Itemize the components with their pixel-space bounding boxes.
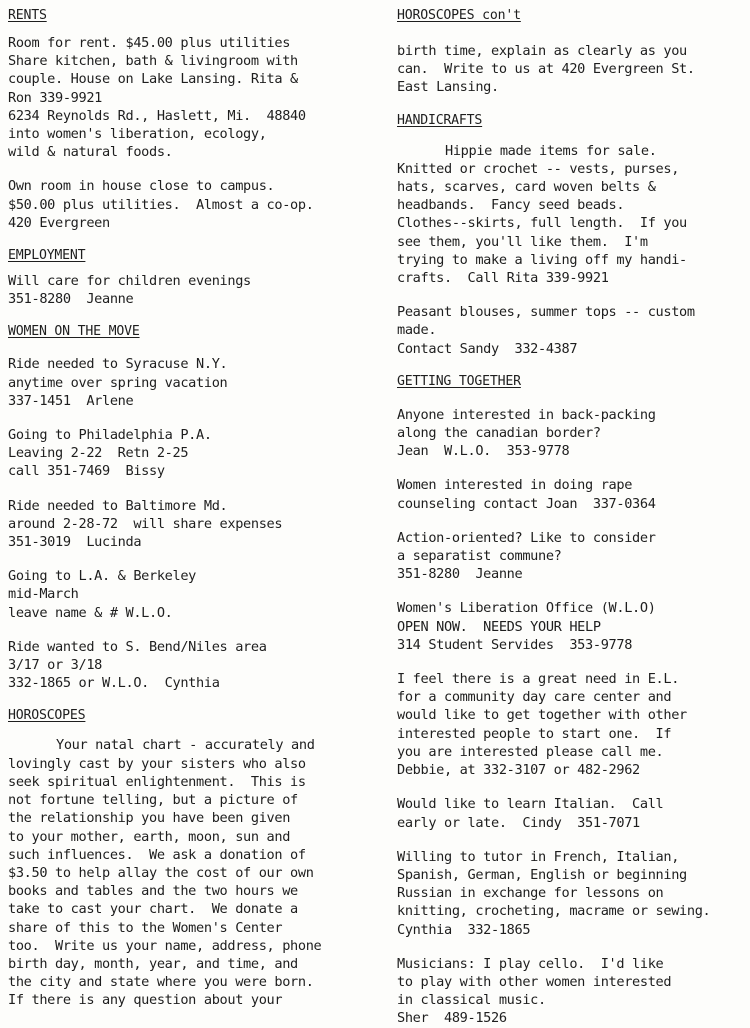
listing bbox=[8, 567, 380, 622]
listing-line: $3.50 to help allay the cost of our own bbox=[8, 864, 314, 881]
listing-line: Ride wanted to S. Bend/Niles area bbox=[8, 638, 267, 655]
listing bbox=[397, 599, 747, 654]
listing-line: such influences. We ask a donation of bbox=[8, 846, 306, 863]
listing-line: 351-8280 Jeanne bbox=[397, 566, 523, 583]
listing-line: to play with other women interested bbox=[397, 973, 672, 990]
listing-line: birth time, explain as clearly as you bbox=[397, 43, 687, 59]
listing-line: Knitted or crochet -- vests, purses, bbox=[397, 160, 680, 177]
listing-line: to your mother, earth, moon, sun and bbox=[8, 828, 291, 845]
listing-line: too. Write us your name, address, phone bbox=[8, 937, 322, 954]
listing-line: leave name & # W.L.O. bbox=[8, 604, 173, 621]
listing-line: East Lansing. bbox=[397, 79, 499, 96]
listing-line: the city and state where you were born. bbox=[8, 974, 314, 991]
listing-line: Debbie, at 332-3107 or 482-2962 bbox=[397, 762, 640, 779]
listing bbox=[8, 34, 380, 161]
listing-line: Peasant blouses, summer tops -- custom bbox=[397, 304, 695, 321]
listing bbox=[397, 303, 747, 358]
listing-line: $50.00 plus utilities. Almost a co-op. bbox=[8, 196, 314, 213]
listing-line: mid-March bbox=[8, 586, 79, 603]
listing-line: hats, scarves, card woven belts & bbox=[397, 179, 656, 196]
listing-line: 351-3019 Lucinda bbox=[8, 534, 142, 551]
listing-line: Own room in house close to campus. bbox=[8, 178, 275, 195]
listing-line: Spanish, German, English or beginning bbox=[397, 866, 687, 883]
listing-line: I feel there is a great need in E.L. bbox=[397, 671, 680, 688]
listing-line: 6234 Reynolds Rd., Haslett, Mi. 48840 bbox=[8, 107, 306, 124]
section-handicrafts bbox=[397, 113, 747, 358]
listing-line: Clothes--skirts, full length. If you bbox=[397, 215, 687, 232]
listing-line: 314 Student Servides 353-9778 bbox=[397, 636, 633, 653]
listing bbox=[8, 638, 380, 693]
listing bbox=[8, 355, 380, 410]
listing-line: you are interested please call me. bbox=[397, 743, 664, 760]
listing-line: crafts. Call Rita 339-9921 bbox=[397, 270, 609, 287]
section-heading: EMPLOYMENT bbox=[8, 248, 86, 264]
right-column bbox=[397, 8, 747, 1028]
section-getting-together bbox=[397, 374, 747, 1028]
listing-line: share of this to the Women's Center bbox=[8, 919, 283, 936]
section-employment bbox=[8, 248, 380, 308]
listing-line: Anyone interested in back-packing bbox=[397, 406, 656, 423]
listing bbox=[397, 795, 747, 831]
listing-line: books and tables and the two hours we bbox=[8, 883, 298, 900]
listing bbox=[8, 272, 380, 308]
listing-line: Willing to tutor in French, Italian, bbox=[397, 848, 680, 865]
listing-line: Musicians: I play cello. I'd like bbox=[397, 955, 664, 972]
listing-line: 337-1451 Arlene bbox=[8, 392, 134, 409]
listing-line: Would like to learn Italian. Call bbox=[397, 796, 664, 813]
listing-line: Hippie made items for sale. bbox=[445, 142, 657, 159]
listing-line: headbands. Fancy seed beads. bbox=[397, 197, 625, 214]
listing-line: Action-oriented? Like to consider bbox=[397, 529, 656, 546]
listing-line: couple. House on Lake Lansing. Rita & bbox=[8, 71, 298, 88]
listing bbox=[397, 529, 747, 584]
listing-line: knitting, crocheting, macrame or sewing. bbox=[397, 903, 711, 920]
listing-line: 351-8280 Jeanne bbox=[8, 291, 134, 308]
listing-line: would like to get together with other bbox=[397, 707, 687, 724]
listing bbox=[397, 142, 747, 288]
listing-line: for a community day care center and bbox=[397, 689, 672, 706]
listing-line: interested people to start one. If bbox=[397, 725, 672, 742]
left-column bbox=[8, 8, 380, 1010]
listing-line: wild & natural foods. bbox=[8, 144, 173, 161]
listing-line: OPEN NOW. NEEDS YOUR HELP bbox=[397, 618, 601, 635]
section-women-on-the-move bbox=[8, 324, 380, 692]
listing-line: Ride needed to Baltimore Md. bbox=[8, 497, 228, 514]
listing-line: Ron 339-9921 bbox=[8, 89, 103, 106]
listing bbox=[397, 476, 747, 512]
section-heading: RENTS bbox=[8, 8, 47, 23]
listing-line: take to cast your chart. We donate a bbox=[8, 901, 298, 918]
listing-line: made. bbox=[397, 322, 437, 339]
listing-line: Room for rent. $45.00 plus utilities bbox=[8, 35, 291, 51]
listing-line: anytime over spring vacation bbox=[8, 374, 228, 391]
listing bbox=[8, 426, 380, 481]
listing bbox=[397, 670, 747, 779]
listing-line: Ride needed to Syracuse N.Y. bbox=[8, 356, 228, 373]
listing bbox=[397, 955, 747, 1028]
listing bbox=[8, 497, 380, 552]
listing-line: counseling contact Joan 337-0364 bbox=[397, 495, 656, 512]
listing-line: Your natal chart - accurately and bbox=[56, 737, 315, 754]
listing bbox=[397, 406, 747, 461]
section-heading: GETTING TOGETHER bbox=[397, 373, 521, 389]
listing-line: lovingly cast by your sisters who also bbox=[8, 755, 306, 772]
listing-line: Women's Liberation Office (W.L.O) bbox=[397, 600, 656, 617]
listing bbox=[397, 848, 747, 939]
listing-line: in classical music. bbox=[397, 992, 546, 1009]
section-heading: HOROSCOPES con't bbox=[397, 8, 521, 23]
listing-line: can. Write to us at 420 Evergreen St. bbox=[397, 61, 695, 78]
listing-line: trying to make a living off my handi- bbox=[397, 251, 687, 268]
listing-line: a separatist commune? bbox=[397, 548, 562, 565]
listing-line: If there is any question about your bbox=[8, 992, 283, 1009]
listing bbox=[397, 42, 747, 97]
listing-line: call 351-7469 Bissy bbox=[8, 463, 165, 480]
listing-line: Women interested in doing rape bbox=[397, 477, 633, 494]
listing-line: the relationship you have been given bbox=[8, 810, 291, 827]
listing bbox=[8, 177, 380, 232]
listing-line: Cynthia 332-1865 bbox=[397, 921, 531, 938]
listing-line: Going to L.A. & Berkeley bbox=[8, 568, 197, 585]
section-heading: HANDICRAFTS bbox=[397, 112, 483, 128]
listing-line: Jean W.L.O. 353-9778 bbox=[397, 443, 570, 460]
listing-line: Share kitchen, bath & livingroom with bbox=[8, 53, 298, 70]
listing-line: Going to Philadelphia P.A. bbox=[8, 427, 212, 444]
listing bbox=[8, 736, 380, 1009]
section-heading: HOROSCOPES bbox=[8, 708, 86, 724]
listing-line: into women's liberation, ecology, bbox=[8, 126, 267, 143]
listing-line: around 2-28-72 will share expenses bbox=[8, 515, 283, 532]
listing-line: along the canadian border? bbox=[397, 425, 601, 442]
listing-line: 332-1865 or W.L.O. Cynthia bbox=[8, 675, 220, 692]
listing-line: early or late. Cindy 351-7071 bbox=[397, 814, 640, 831]
listing-line: Will care for children evenings bbox=[8, 273, 251, 290]
listing-line: Russian in exchange for lessons on bbox=[397, 885, 664, 902]
listing-line: see them, you'll like them. I'm bbox=[397, 233, 648, 250]
listing-line: 3/17 or 3/18 bbox=[8, 657, 103, 674]
section-rents bbox=[8, 8, 380, 232]
listing-line: not fortune telling, but a picture of bbox=[8, 792, 298, 809]
listing-line: Contact Sandy 332-4387 bbox=[397, 340, 578, 357]
listing-line: Sher 489-1526 bbox=[397, 1010, 507, 1027]
section-heading: WOMEN ON THE MOVE bbox=[8, 324, 140, 340]
listing-line: birth day, month, year, and time, and bbox=[8, 955, 298, 972]
section-horoscopes bbox=[8, 708, 380, 1009]
section-horoscopes-con-t bbox=[397, 8, 747, 97]
listing-line: 420 Evergreen bbox=[8, 214, 110, 231]
listing-line: seek spiritual enlightenment. This is bbox=[8, 773, 306, 790]
listing-line: Leaving 2-22 Retn 2-25 bbox=[8, 445, 189, 462]
